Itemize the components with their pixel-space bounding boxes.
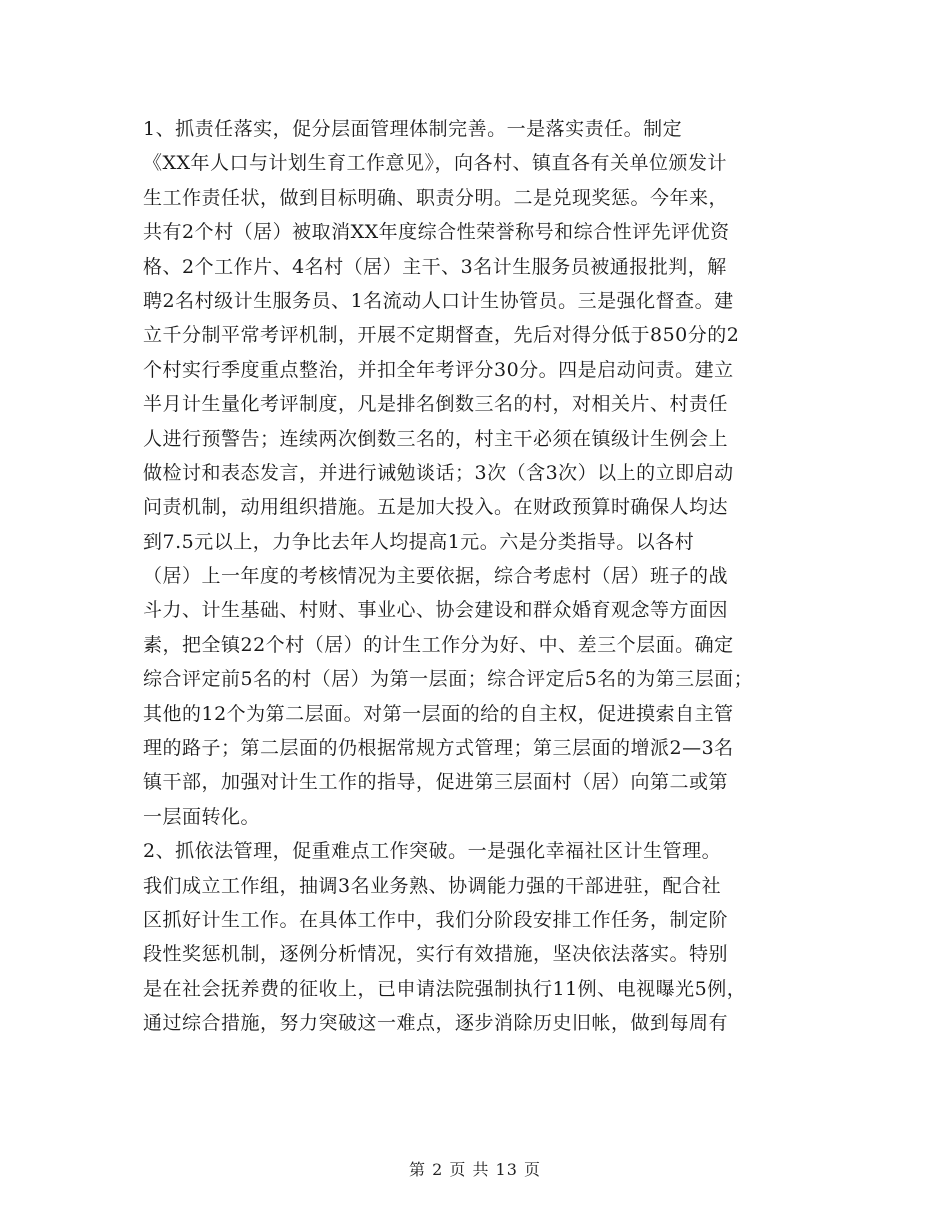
text-line: 半月计生量化考评制度，凡是排名倒数三名的村，对相关片、村责任 [143,393,729,416]
text-line: 格、2个工作片、4名村（居）主干、3名计生服务员被通报批判，解 [143,255,727,278]
text-line: 我们成立工作组，抽调3名业务熟、协调能力强的干部进驻，配合社 [143,874,722,897]
text-line: 《XX年人口与计划生育工作意见》，向各村、镇直各有关单位颁发计 [143,152,728,175]
document-body [143,112,823,1041]
text-line: 素，把全镇22个村（居）的计生工作分为好、中、差三个层面。确定 [143,633,734,656]
text-line: 镇干部，加强对计生工作的指导，促进第三层面村（居）向第二或第 [143,771,729,794]
text-line: 综合评定前5名的村（居）为第一层面；综合评定后5名的为第三层面； [143,668,754,691]
text-line: 通过综合措施，努力突破这一难点，逐步消除历史旧帐，做到每周有 [143,1012,729,1035]
text-line: 段性奖惩机制，逐例分析情况，实行有效措施，坚决依法落实。特别 [143,943,729,966]
text-line: 是在社会抚养费的征收上，已申请法院强制执行11例、电视曝光5例， [143,977,747,1000]
text-line: 立千分制平常考评机制，开展不定期督查，先后对得分低于850分的2 [143,324,740,347]
page-number-footer: 第 2 页 共 13 页 [409,1160,541,1179]
text-line: （居）上一年度的考核情况为主要依据，综合考虑村（居）班子的战 [143,565,729,588]
text-line: 做检讨和表态发言，并进行诫勉谈话；3次（含3次）以上的立即启动 [143,461,734,484]
text-line: 区抓好计生工作。在具体工作中，我们分阶段安排工作任务，制定阶 [143,908,729,931]
text-line: 2、抓依法管理，促重难点工作突破。一是强化幸福社区计生管理。 [143,840,722,863]
text-line: 人进行预警告；连续两次倒数三名的，村主干必须在镇级计生例会上 [143,427,729,450]
text-line: 斗力、计生基础、村财、事业心、协会建设和群众婚育观念等方面因 [143,599,729,622]
text-line: 一层面转化。 [143,805,261,828]
text-line: 理的路子；第二层面的仍根据常规方式管理；第三层面的增派2—3名 [143,737,734,760]
text-line: 其他的12个为第二层面。对第一层面的给的自主权，促进摸索自主管 [143,702,734,725]
text-line: 共有2个村（居）被取消XX年度综合性荣誉称号和综合性评先评优资 [143,221,730,244]
text-line: 到7.5元以上，力争比去年人均提高1元。六是分类指导。以各村 [143,530,695,553]
text-line: 生工作责任状，做到目标明确、职责分明。二是兑现奖惩。今年来， [143,186,729,209]
text-line: 问责机制，动用组织措施。五是加大投入。在财政预算时确保人均达 [143,496,729,519]
text-line: 个村实行季度重点整治，并扣全年考评分30分。四是启动问责。建立 [143,358,734,381]
text-line: 1、抓责任落实，促分层面管理体制完善。一是落实责任。制定 [143,118,683,140]
text-line: 聘2名村级计生服务员、1名流动人口计生协管员。三是强化督查。建 [143,289,734,312]
